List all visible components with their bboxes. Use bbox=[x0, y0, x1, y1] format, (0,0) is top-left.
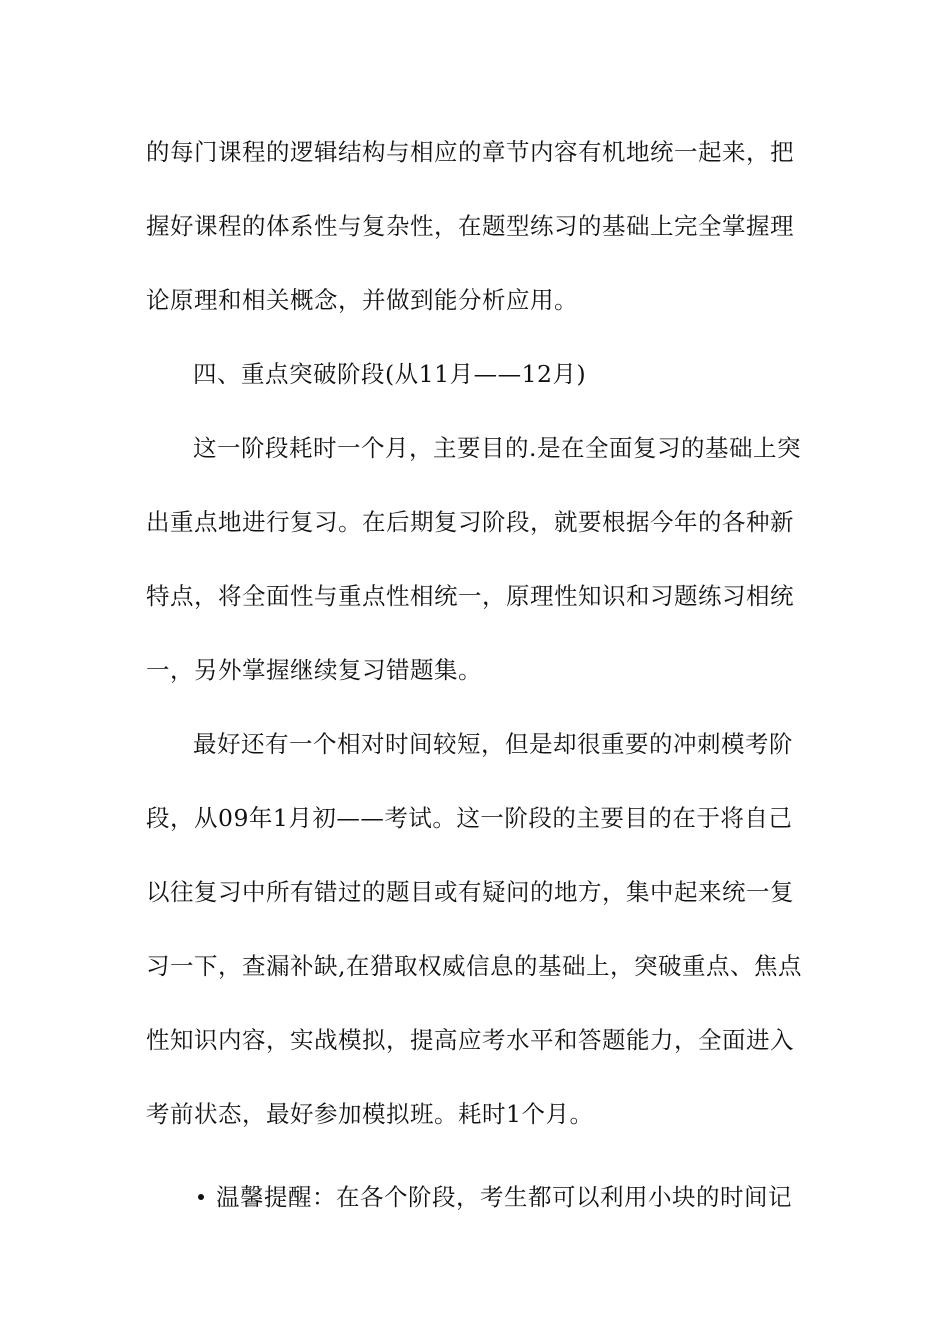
paragraph-line: 性知识内容，实战模拟，提高应考水平和答题能力，全面进入 bbox=[146, 1026, 794, 1054]
section-heading: 四、重点突破阶段(从11月——12月) bbox=[193, 360, 587, 388]
paragraph-line: 这一阶段耗时一个月，主要目的.是在全面复习的基础上突 bbox=[193, 434, 801, 462]
paragraph-line: 考前状态，最好参加模拟班。耗时1个月。 bbox=[146, 1100, 594, 1128]
paragraph-line: 一，另外掌握继续复习错题集。 bbox=[146, 656, 482, 684]
tip-item bbox=[198, 1182, 838, 1212]
paragraph-line: 习一下，查漏补缺,在猎取权威信息的基础上，突破重点、焦点 bbox=[146, 952, 802, 980]
paragraph-line: 特点，将全面性与重点性相统一，原理性知识和习题练习相统 bbox=[146, 582, 794, 610]
paragraph-line: 最好还有一个相对时间较短，但是却很重要的冲刺模考阶 bbox=[193, 730, 793, 758]
tip-text: 温馨提醒：在各个阶段，考生都可以利用小块的时间记 bbox=[216, 1183, 792, 1211]
paragraph-line: 的每门课程的逻辑结构与相应的章节内容有机地统一起来，把 bbox=[146, 138, 794, 166]
paragraph-line: 论原理和相关概念，并做到能分析应用。 bbox=[146, 286, 578, 314]
bullet-icon bbox=[198, 1194, 204, 1200]
paragraph-line: 出重点地进行复习。在后期复习阶段，就要根据今年的各种新 bbox=[146, 508, 794, 536]
paragraph-line: 握好课程的体系性与复杂性，在题型练习的基础上完全掌握理 bbox=[146, 212, 794, 240]
paragraph-line: 以往复习中所有错过的题目或有疑问的地方，集中起来统一复 bbox=[146, 878, 794, 906]
paragraph-line: 段，从09年1月初——考试。这一阶段的主要目的在于将自己 bbox=[146, 804, 793, 832]
